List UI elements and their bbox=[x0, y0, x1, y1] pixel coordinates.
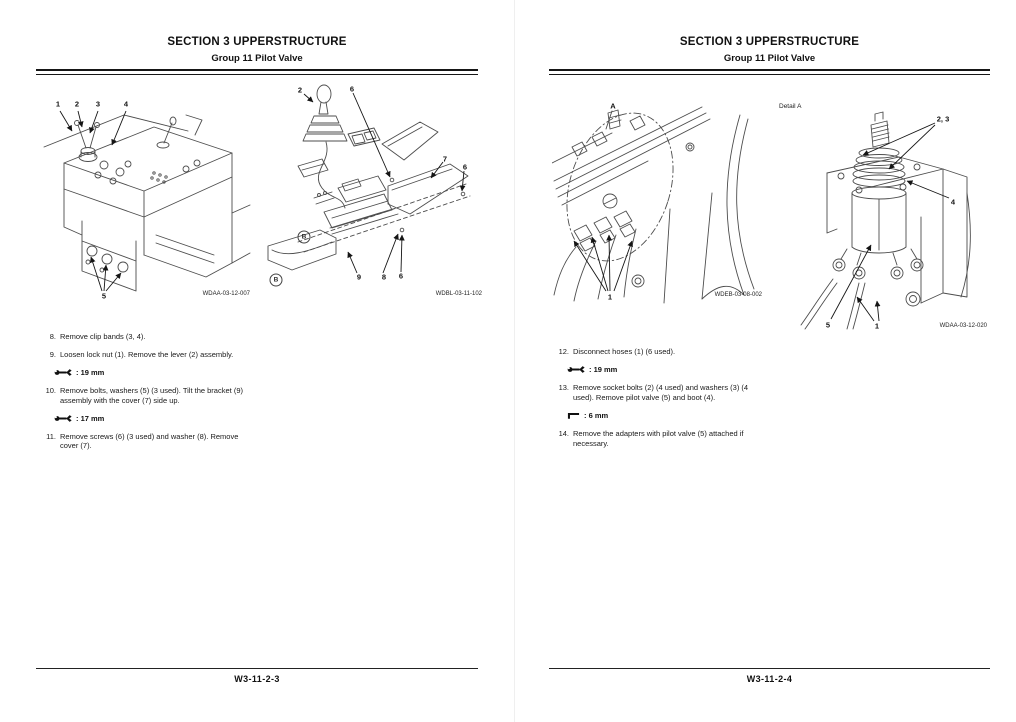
callout-label: 2, 3 bbox=[936, 114, 950, 124]
callout-label: 2 bbox=[297, 85, 303, 95]
figure-id: WDEB-03-08-002 bbox=[714, 292, 762, 298]
step-item bbox=[555, 347, 769, 357]
step-item bbox=[42, 332, 252, 342]
callout-label: 5 bbox=[825, 320, 831, 330]
callout-label: 1 bbox=[607, 292, 613, 302]
callout-label: 6 bbox=[349, 84, 355, 94]
tool-spec-text: : 19 mm bbox=[76, 367, 105, 377]
step-item bbox=[42, 432, 252, 452]
step-item bbox=[42, 350, 252, 360]
page-number: W3-11-2-4 bbox=[746, 674, 793, 684]
figure-id: WDAA-03-12-007 bbox=[202, 291, 250, 297]
callout-label: 6 bbox=[398, 271, 404, 281]
figure-drawing bbox=[36, 85, 260, 303]
detail-marker-b: B bbox=[298, 231, 311, 244]
procedure-steps bbox=[555, 347, 769, 456]
hex-key-icon bbox=[567, 411, 580, 420]
figure-valve-detail bbox=[771, 97, 989, 335]
figure-exploded-view bbox=[262, 80, 488, 305]
step-text: Remove bolts, washers (5) (3 used). Tilt the bracket (9) assembly with the cover (7) side up. bbox=[60, 385, 243, 405]
wrench-icon bbox=[54, 368, 72, 377]
tool-spec-row bbox=[567, 411, 769, 420]
step-text: Remove screws (6) (3 used) and washer (8). Remove cover (7). bbox=[60, 431, 239, 451]
step-number: 13. bbox=[558, 382, 569, 392]
callout-label: A bbox=[610, 101, 616, 111]
tool-spec-text: : 19 mm bbox=[589, 364, 618, 374]
callout-label: 7 bbox=[442, 154, 448, 164]
figure-valve-location bbox=[552, 85, 768, 307]
step-text: Remove clip bands (3, 4). bbox=[60, 332, 146, 341]
step-text: Loosen lock nut (1). Remove the lever (2) assembly. bbox=[60, 349, 234, 359]
group-title: Group 11 Pilot Valve bbox=[723, 53, 816, 64]
callout-label: 4 bbox=[950, 197, 956, 207]
wrench-icon bbox=[567, 365, 585, 374]
detail-title: Detail A bbox=[779, 103, 802, 110]
figure-console-location bbox=[36, 85, 260, 303]
tool-spec-row bbox=[54, 414, 252, 423]
callout-label: 9 bbox=[356, 272, 362, 282]
callout-label: 5 bbox=[101, 291, 107, 301]
page-right bbox=[549, 0, 990, 722]
step-text: Remove socket bolts (2) (4 used) and washers (3) (4 used). Remove pilot valve (5) and boot (4). bbox=[573, 382, 749, 402]
callout-label: 2 bbox=[74, 99, 80, 109]
page-seam bbox=[514, 0, 515, 722]
callout-label: 3 bbox=[95, 99, 101, 109]
section-title: SECTION 3 UPPERSTRUCTURE bbox=[679, 36, 860, 48]
procedure-steps bbox=[42, 332, 252, 459]
page-number: W3-11-2-3 bbox=[234, 674, 280, 684]
step-item bbox=[555, 383, 769, 403]
figure-id: WDBL-03-11-102 bbox=[435, 291, 482, 297]
step-text: Disconnect hoses (1) (6 used). bbox=[573, 347, 676, 356]
tool-spec-row bbox=[54, 368, 252, 377]
step-item bbox=[555, 429, 769, 449]
section-title: SECTION 3 UPPERSTRUCTURE bbox=[167, 36, 347, 48]
group-title: Group 11 Pilot Valve bbox=[211, 53, 303, 64]
header-rule bbox=[36, 69, 478, 75]
page-left bbox=[36, 0, 482, 722]
step-number: 14. bbox=[558, 428, 569, 438]
step-text: Remove the adapters with pilot valve (5) attached if necessary. bbox=[573, 428, 744, 448]
callout-label: 4 bbox=[123, 99, 129, 109]
figure-drawing bbox=[262, 80, 488, 305]
callout-label: 8 bbox=[381, 272, 387, 282]
detail-marker-b: B bbox=[270, 274, 283, 287]
step-number: 8. bbox=[49, 332, 56, 341]
step-number: 9. bbox=[49, 349, 56, 359]
figure-id: WDAA-03-12-020 bbox=[939, 323, 987, 329]
callout-label: 1 bbox=[874, 321, 880, 331]
footer-rule bbox=[36, 668, 478, 669]
tool-spec-text: : 17 mm bbox=[76, 413, 105, 423]
callout-label: 6 bbox=[462, 162, 468, 172]
figure-drawing bbox=[552, 85, 768, 307]
wrench-icon bbox=[54, 414, 72, 423]
tool-spec-row bbox=[567, 365, 769, 374]
figure-drawing bbox=[771, 97, 989, 335]
footer-rule bbox=[549, 668, 990, 669]
callout-label: 1 bbox=[55, 99, 61, 109]
header-rule bbox=[549, 69, 990, 75]
tool-spec-text: : 6 mm bbox=[584, 410, 609, 420]
step-number: 11. bbox=[46, 431, 56, 441]
step-number: 10. bbox=[45, 385, 56, 395]
step-item bbox=[42, 386, 252, 406]
step-number: 12. bbox=[558, 347, 569, 356]
